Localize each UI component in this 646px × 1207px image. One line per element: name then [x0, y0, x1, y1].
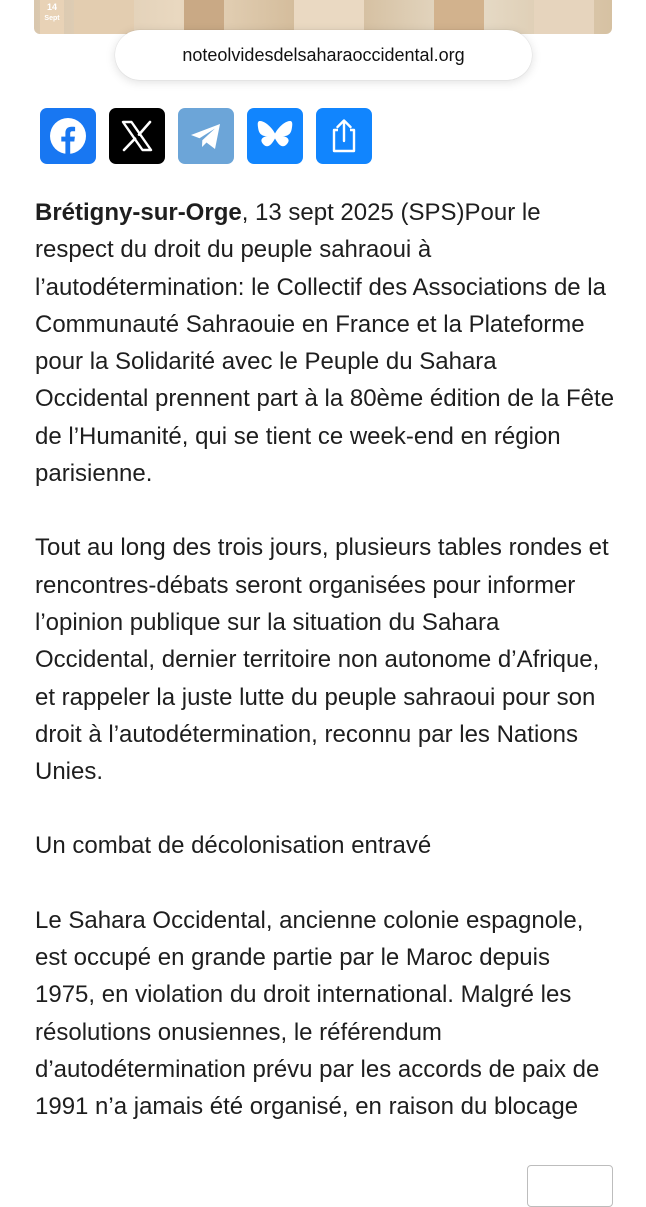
share-icon [326, 116, 362, 156]
hero-stall [294, 0, 364, 34]
dateline-place: Brétigny-sur-Orge [35, 199, 242, 226]
facebook-share-button[interactable] [40, 108, 96, 164]
bluesky-share-button[interactable] [247, 108, 303, 164]
telegram-share-button[interactable] [178, 108, 234, 164]
facebook-icon [48, 116, 88, 156]
address-bar[interactable] [115, 30, 532, 80]
article-subheading: Un combat de décolonisation entravé [35, 832, 432, 860]
hero-date-month: Sept [44, 15, 60, 22]
bluesky-icon [255, 118, 295, 154]
article-paragraph: Le Sahara Occidental, ancienne colonie espagnole, est occupé en grande partie par le Maroc depuis 1975, en violation du droit international. Malgré les résolutions onusiennes, le référendum d’autodétermination prévu par les accords de paix de 1991 n’a jamais été organisé, en raison du blocage [35, 906, 600, 1121]
floating-overlay-box[interactable] [527, 1165, 613, 1207]
article-paragraph [35, 194, 615, 492]
hero-date-tag [40, 0, 64, 34]
share-buttons [40, 108, 372, 164]
hero-date-day: 14 [46, 2, 57, 12]
address-bar-domain: noteolvidesdelsaharaoccidental.org [182, 44, 465, 65]
article-paragraph: Tout au long des trois jours, plusieurs tables rondes et rencontres-débats seront organisées pour informer l’opinion publique sur la situation du Sahara Occidental, dernier territoire non autonome d’Afrique, et rappeler la juste lutte du peuple sahraoui pour son droit à l’autodétermination, reconnu par les Nations Unies. [35, 534, 609, 786]
hero-image [34, 0, 612, 34]
share-button[interactable] [316, 108, 372, 164]
article-body [35, 194, 615, 1163]
x-icon [119, 118, 155, 154]
hero-stall [434, 0, 484, 34]
hero-stall [184, 0, 224, 34]
hero-stall [534, 0, 594, 34]
telegram-icon [187, 117, 225, 155]
x-share-button[interactable] [109, 108, 165, 164]
article-paragraph-text: , 13 sept 2025 (SPS)Pour le respect du droit du peuple sahraoui à l’autodétermination: le Collectif des Associations de la Communauté Sahraouie en France et la Plateforme pour la Solidarité avec le Peuple du Sahara Occidental prennent part à la 80ème édition de la Fête de l’Humanité, qui se tient ce week-end en région parisienne. [35, 199, 615, 488]
hero-stall [74, 0, 134, 34]
